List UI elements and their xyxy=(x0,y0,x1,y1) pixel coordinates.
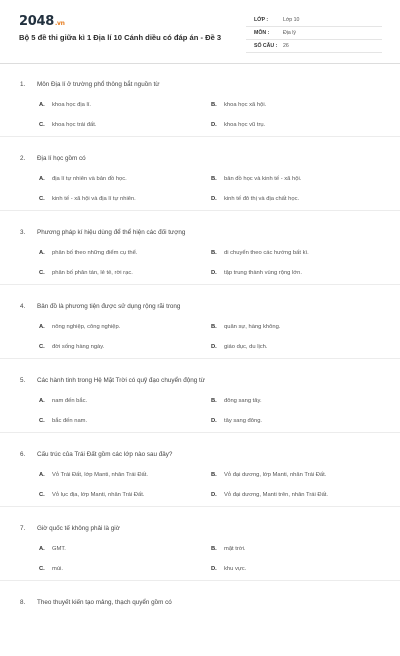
option-letter: A. xyxy=(39,102,45,108)
question-item xyxy=(0,212,400,286)
option-letter: A. xyxy=(39,324,45,330)
question-divider xyxy=(0,136,400,137)
option-text: mặt trời. xyxy=(224,546,246,552)
option-text: phân bố theo những điểm cụ thể. xyxy=(52,250,138,256)
option-letter: D. xyxy=(211,122,217,128)
option-letter: A. xyxy=(39,176,45,182)
meta-row-subject xyxy=(246,27,382,40)
site-logo[interactable] xyxy=(19,14,65,29)
option-letter: A. xyxy=(39,398,45,404)
answer-option[interactable] xyxy=(39,176,127,182)
question-number: 8. xyxy=(20,599,26,606)
question-item xyxy=(0,360,400,434)
option-text: tây sang đông. xyxy=(224,418,263,424)
question-body: Địa lí học gồm có xyxy=(37,155,86,162)
question-item xyxy=(0,434,400,508)
option-letter: B. xyxy=(211,250,217,256)
answer-option[interactable] xyxy=(39,196,136,202)
question-number: 2. xyxy=(20,155,26,162)
answer-option[interactable] xyxy=(39,344,104,350)
logo-suffix: .vn xyxy=(54,20,65,27)
logo-text: 2048 xyxy=(19,14,54,29)
meta-value: Địa lý xyxy=(283,30,296,36)
option-text: múi. xyxy=(52,566,63,572)
answer-option[interactable] xyxy=(211,398,262,404)
meta-row-question-count xyxy=(246,40,382,53)
answer-option[interactable] xyxy=(211,270,302,276)
answer-option[interactable] xyxy=(39,250,137,256)
page-header xyxy=(0,0,400,62)
option-text: đông sang tây. xyxy=(224,398,262,404)
question-text xyxy=(20,451,172,458)
question-text xyxy=(20,81,159,88)
question-body: Các hành tinh trong Hệ Mặt Trời có quỹ đạo chuyển động từ xyxy=(37,377,205,384)
option-letter: D. xyxy=(211,492,217,498)
answer-option[interactable] xyxy=(211,492,328,498)
meta-label: SỐ CÂU : xyxy=(254,43,278,49)
option-letter: D. xyxy=(211,566,217,572)
answer-option[interactable] xyxy=(39,418,87,424)
question-number: 3. xyxy=(20,229,26,236)
question-text xyxy=(20,599,172,606)
question-number: 4. xyxy=(20,303,26,310)
option-text: kinh tế - xã hội và địa lí tự nhiên. xyxy=(52,196,136,202)
option-letter: C. xyxy=(39,196,45,202)
question-divider xyxy=(0,358,400,359)
option-letter: D. xyxy=(211,270,217,276)
answer-option[interactable] xyxy=(39,270,133,276)
question-item xyxy=(0,582,400,656)
question-body: Bản đồ là phương tiện được sử dụng rộng rãi trong xyxy=(37,303,181,310)
question-body: Phương pháp kí hiệu dùng để thể hiện các đối tượng xyxy=(37,229,186,236)
answer-option[interactable] xyxy=(39,122,96,128)
option-letter: B. xyxy=(211,546,217,552)
question-number: 6. xyxy=(20,451,26,458)
option-text: quân sự, hàng không. xyxy=(224,324,281,330)
answer-option[interactable] xyxy=(39,398,87,404)
question-text xyxy=(20,525,120,532)
meta-label: MÔN : xyxy=(254,30,270,36)
question-text xyxy=(20,377,205,384)
option-letter: B. xyxy=(211,102,217,108)
answer-option[interactable] xyxy=(211,566,246,572)
option-letter: A. xyxy=(39,546,45,552)
option-text: nam đến bắc. xyxy=(52,398,88,404)
question-divider xyxy=(0,506,400,507)
meta-value: 26 xyxy=(283,43,289,49)
question-divider xyxy=(0,284,400,285)
answer-option[interactable] xyxy=(211,102,266,108)
option-text: khoa học vũ trụ. xyxy=(224,122,266,128)
answer-option[interactable] xyxy=(211,250,309,256)
option-text: di chuyển theo các hướng bất kì. xyxy=(224,250,309,256)
option-letter: C. xyxy=(39,566,45,572)
answer-option[interactable] xyxy=(211,176,301,182)
option-text: Vỏ Trái Đất, lớp Manti, nhân Trái Đất. xyxy=(52,472,148,478)
meta-row-class xyxy=(246,14,382,27)
question-divider xyxy=(0,210,400,211)
question-number: 1. xyxy=(20,81,26,88)
option-text: khoa học xã hội. xyxy=(224,102,267,108)
option-letter: B. xyxy=(211,398,217,404)
answer-option[interactable] xyxy=(211,122,265,128)
option-text: giáo dục, du lịch. xyxy=(224,344,268,350)
meta-label: LỚP : xyxy=(254,17,269,23)
option-text: bản đồ học và kinh tế - xã hội. xyxy=(224,176,302,182)
question-body: Giờ quốc tế không phải là giờ xyxy=(37,525,120,532)
answer-option[interactable] xyxy=(39,472,148,478)
question-text xyxy=(20,229,185,236)
option-letter: B. xyxy=(211,472,217,478)
question-divider xyxy=(0,580,400,581)
option-letter: C. xyxy=(39,492,45,498)
option-text: Vỏ lục địa, lớp Manti, nhân Trái Đất. xyxy=(52,492,145,498)
option-text: bắc đến nam. xyxy=(52,418,88,424)
question-body: Theo thuyết kiến tạo mảng, thạch quyển gồm có xyxy=(37,599,172,606)
question-item xyxy=(0,286,400,360)
option-text: khu vực. xyxy=(224,566,247,572)
option-text: nông nghiệp, công nghiệp. xyxy=(52,324,121,330)
option-text: khoa học trái đất. xyxy=(52,122,97,128)
option-letter: C. xyxy=(39,344,45,350)
answer-option[interactable] xyxy=(39,492,144,498)
question-body: Cấu trúc của Trái Đất gồm các lớp nào sau đây? xyxy=(37,451,173,458)
answer-option[interactable] xyxy=(211,472,326,478)
answer-option[interactable] xyxy=(39,546,66,552)
answer-option[interactable] xyxy=(39,102,91,108)
answer-option[interactable] xyxy=(211,324,280,330)
option-letter: D. xyxy=(211,344,217,350)
option-text: phân bố phân tán, lẻ tẻ, rời rạc. xyxy=(52,270,133,276)
option-text: tập trung thành vùng rộng lớn. xyxy=(224,270,302,276)
question-divider xyxy=(0,432,400,433)
option-letter: C. xyxy=(39,270,45,276)
option-letter: C. xyxy=(39,418,45,424)
option-text: kinh tế đô thị và địa chất học. xyxy=(224,196,300,202)
option-text: địa lí tự nhiên và bản đồ học. xyxy=(52,176,127,182)
option-text: khoa học địa lí. xyxy=(52,102,91,108)
answer-option[interactable] xyxy=(211,546,246,552)
option-text: Vỏ đại dương, Manti trên, nhân Trái Đất. xyxy=(224,492,329,498)
question-item xyxy=(0,508,400,582)
exam-meta-table xyxy=(246,14,382,53)
option-letter: B. xyxy=(211,176,217,182)
answer-option[interactable] xyxy=(211,196,299,202)
question-text xyxy=(20,303,180,310)
question-item xyxy=(0,64,400,138)
option-text: Vỏ đại dương, lớp Manti, nhân Trái Đất. xyxy=(224,472,327,478)
meta-value: Lớp 10 xyxy=(283,17,300,23)
option-letter: A. xyxy=(39,250,45,256)
option-letter: C. xyxy=(39,122,45,128)
option-letter: D. xyxy=(211,418,217,424)
question-list xyxy=(0,64,400,656)
page-title: Bộ 5 đề thi giữa kì 1 Địa lí 10 Cánh diều có đáp án - Đề 3 xyxy=(19,33,222,42)
option-text: đời sống hàng ngày. xyxy=(52,344,105,350)
option-letter: A. xyxy=(39,472,45,478)
question-item xyxy=(0,138,400,212)
question-number: 7. xyxy=(20,525,26,532)
answer-option[interactable] xyxy=(39,566,63,572)
option-letter: D. xyxy=(211,196,217,202)
answer-option[interactable] xyxy=(211,418,262,424)
question-body: Môn Địa lí ở trường phổ thông bắt nguồn từ xyxy=(37,81,160,88)
option-text: GMT. xyxy=(52,546,66,552)
question-number: 5. xyxy=(20,377,26,384)
answer-option[interactable] xyxy=(39,324,120,330)
question-text xyxy=(20,155,86,162)
answer-option[interactable] xyxy=(211,344,268,350)
option-letter: B. xyxy=(211,324,217,330)
